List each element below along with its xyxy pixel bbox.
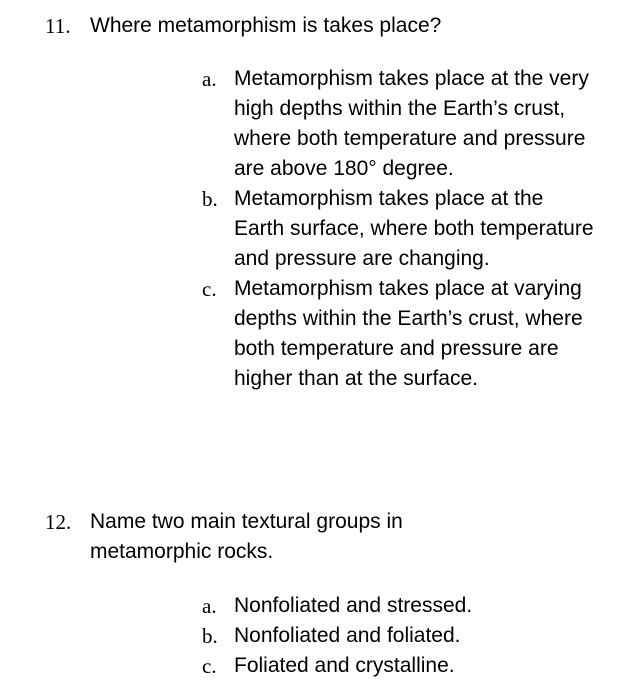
question-text: Name two main textural groups in metamorphic rocks. bbox=[90, 510, 403, 563]
option-letter: a. bbox=[202, 67, 217, 91]
option-11-c bbox=[0, 274, 619, 394]
option-text: Metamorphism takes place at the Earth surface, where both temperature and pressure are changing. bbox=[234, 187, 594, 270]
option-12-b bbox=[0, 621, 619, 651]
option-letter: c. bbox=[202, 654, 217, 678]
option-text: Nonfoliated and stressed. bbox=[234, 594, 473, 617]
option-text: Nonfoliated and foliated. bbox=[234, 624, 461, 647]
option-text: Metamorphism takes place at varying depths within the Earth’s crust, where both temperature and pressure are higher than at the surface. bbox=[234, 277, 583, 390]
option-text: Metamorphism takes place at the very high depths within the Earth’s crust, where both temperature and pressure are above 180° degree. bbox=[234, 67, 589, 180]
option-12-c bbox=[0, 651, 619, 681]
option-11-b bbox=[0, 184, 619, 274]
option-letter: b. bbox=[202, 624, 218, 648]
option-letter: c. bbox=[202, 277, 217, 301]
option-11-a bbox=[0, 64, 619, 184]
question-12-options bbox=[0, 591, 619, 681]
question-11-options bbox=[0, 64, 619, 394]
option-letter: b. bbox=[202, 187, 218, 211]
question-text: Where metamorphism is takes place? bbox=[90, 14, 442, 37]
option-text: Foliated and crystalline. bbox=[234, 654, 455, 677]
option-letter: a. bbox=[202, 594, 217, 618]
option-12-a bbox=[0, 591, 619, 621]
question-number: 12. bbox=[45, 510, 72, 534]
question-number: 11. bbox=[45, 14, 71, 38]
